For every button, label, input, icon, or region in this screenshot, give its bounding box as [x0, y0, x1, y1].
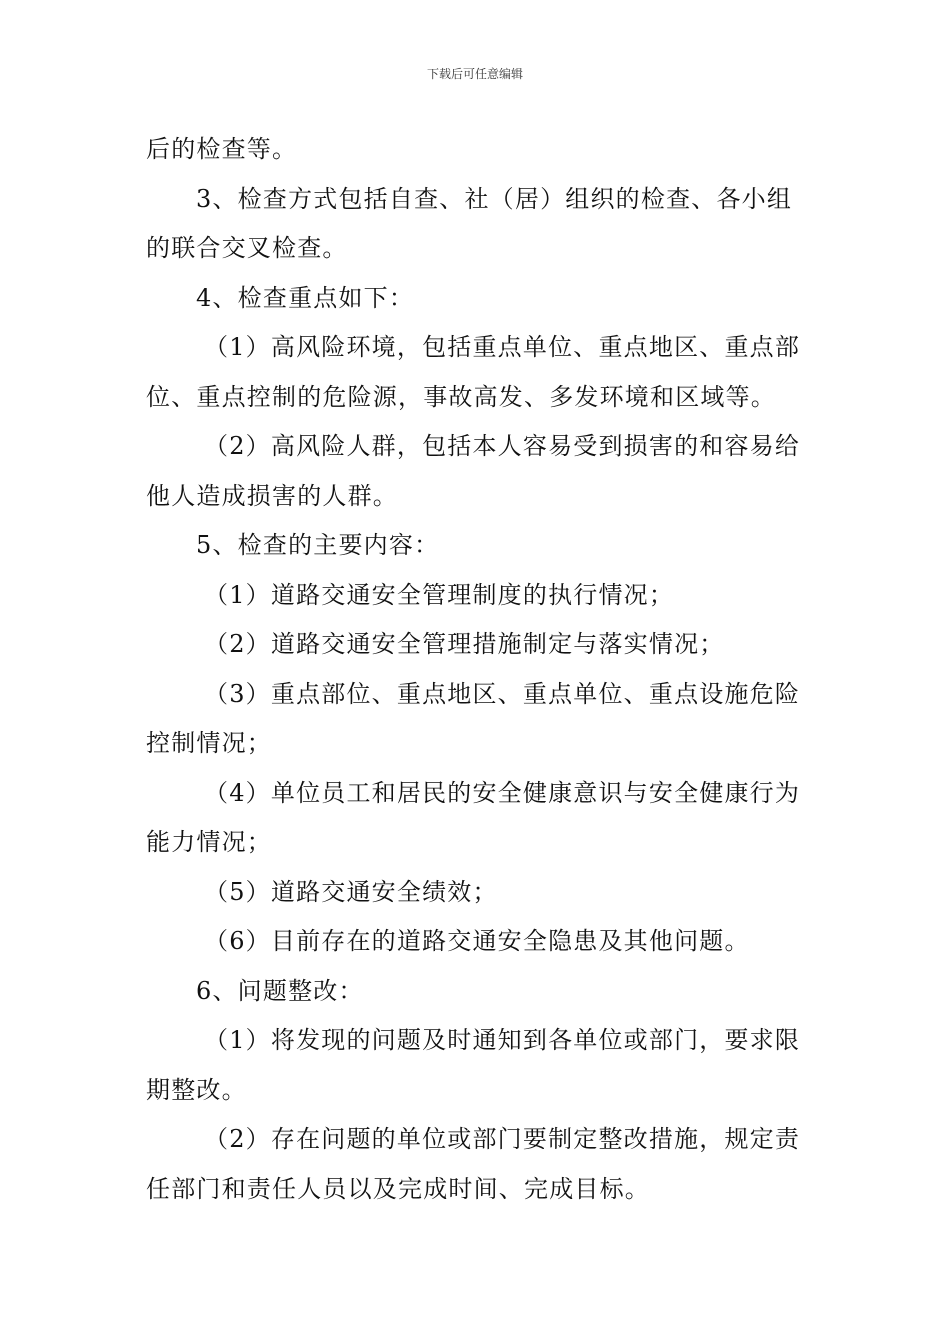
text-line: （3）重点部位、重点地区、重点单位、重点设施危险: [204, 679, 801, 708]
text-line: 6、问题整改：: [196, 976, 364, 1005]
text-line: 他人造成损害的人群。: [146, 481, 398, 510]
text-line: （1）将发现的问题及时通知到各单位或部门，要求限: [204, 1026, 801, 1054]
document-body: [146, 125, 810, 1214]
text-line: 4、检查重点如下：: [196, 283, 415, 312]
text-line: 控制情况；: [146, 729, 272, 757]
text-line: 3、检查方式包括自查、社（居）组织的检查、各小组: [196, 184, 793, 213]
text-line: （2）存在问题的单位或部门要制定整改措施，规定责: [204, 1125, 801, 1153]
text-line: 后的检查等。: [146, 135, 298, 163]
text-line: 任部门和责任人员以及完成时间、完成目标。: [146, 1174, 650, 1203]
page-header: 下载后可任意编辑: [426, 67, 523, 81]
text-line: 位、重点控制的危险源，事故高发、多发环境和区域等。: [146, 382, 776, 411]
text-line: （1）高风险环境，包括重点单位、重点地区、重点部: [204, 333, 801, 361]
text-line: （2）道路交通安全管理措施制定与落实情况；: [204, 630, 725, 658]
text-line: 的联合交叉检查。: [146, 234, 348, 262]
text-line: 5、检查的主要内容：: [196, 531, 440, 559]
text-line: 能力情况；: [146, 828, 272, 856]
text-line: （5）道路交通安全绩效；: [204, 877, 498, 906]
text-line: （6）目前存在的道路交通安全隐患及其他问题。: [204, 927, 750, 955]
text-line: （4）单位员工和居民的安全健康意识与安全健康行为: [204, 778, 801, 807]
text-line: （1）道路交通安全管理制度的执行情况；: [204, 580, 675, 609]
text-line: 期整改。: [146, 1075, 247, 1104]
text-line: （2）高风险人群，包括本人容易受到损害的和容易给: [204, 432, 801, 460]
